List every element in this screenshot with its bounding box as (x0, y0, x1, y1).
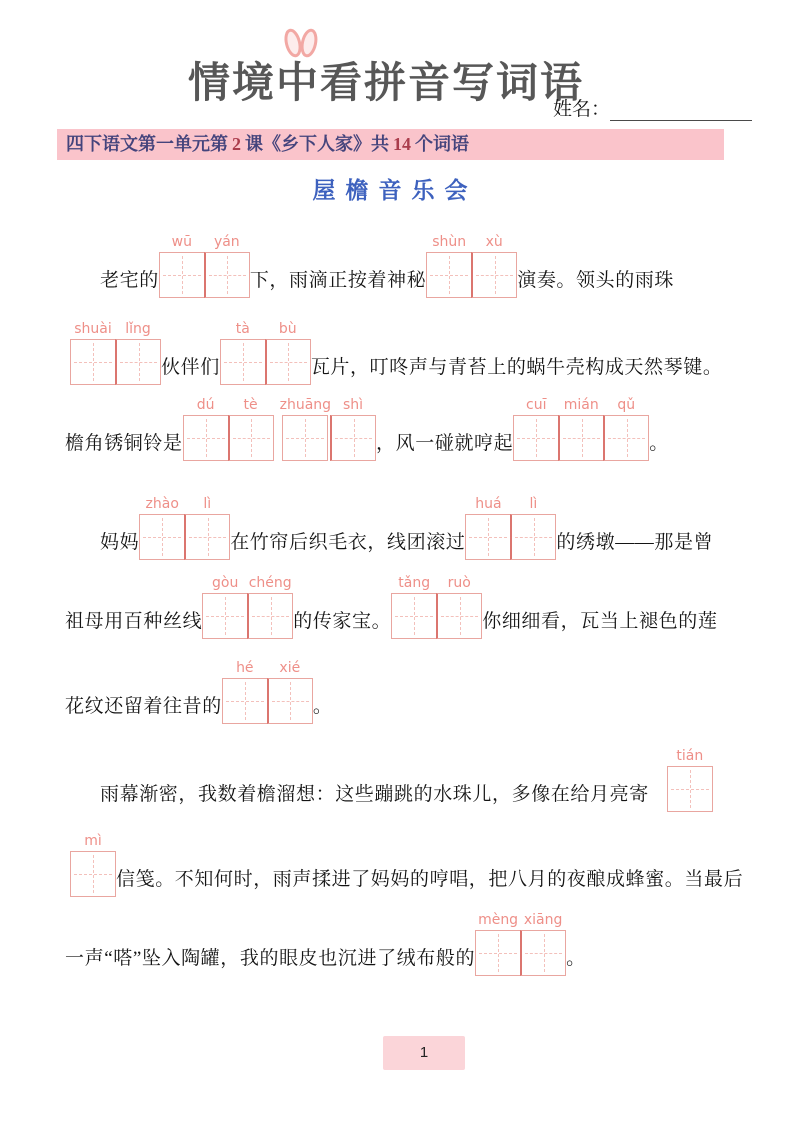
writing-box[interactable] (391, 593, 437, 639)
text-segment: 下，雨滴正按着神秘 (249, 270, 427, 292)
writing-box[interactable] (667, 766, 713, 812)
grid-cell (70, 831, 116, 897)
name-label: 姓名： (553, 99, 611, 120)
grid-cell (520, 910, 566, 976)
grid-cell (183, 395, 229, 461)
unit-text: 个词语 (415, 134, 469, 154)
pinyin-label: zhào (145, 496, 179, 512)
writing-grid-mengxiang (475, 910, 566, 976)
word-count: 14 (393, 134, 411, 154)
pinyin-label: wū (171, 234, 192, 250)
text-segment: 一声“嗒”坠入陶罐，我的眼皮也沉进了绒布般的 (65, 948, 476, 970)
pinyin-label: xié (279, 660, 301, 676)
writing-grid-wuyan (159, 232, 250, 298)
text-line-7 (65, 746, 745, 812)
writing-grid-tian (667, 746, 713, 812)
writing-grid-tabu (220, 319, 311, 385)
grid-cell (184, 494, 230, 560)
writing-box[interactable] (510, 514, 556, 560)
writing-box[interactable] (115, 339, 161, 385)
text-segment: 。 (566, 948, 586, 970)
writing-box[interactable] (139, 514, 185, 560)
pinyin-label: tà (235, 321, 250, 337)
text-line-8 (65, 831, 745, 897)
unit-text: 课《乡下人家》共 (245, 134, 389, 154)
pinyin-label: xù (485, 234, 503, 250)
grid-cell (228, 395, 274, 461)
text-segment: 信笺。不知何时，雨声揉进了妈妈的哼唱，把八月的夜酿成蜂蜜。当最后 (116, 869, 744, 891)
grid-cell (204, 232, 250, 298)
grid-cell (220, 319, 266, 385)
grid-cell (139, 494, 185, 560)
pinyin-label: lì (203, 496, 212, 512)
unit-text: 四下语文第一单元第 (66, 134, 228, 154)
writing-box[interactable] (159, 252, 205, 298)
grid-cell (280, 395, 331, 461)
writing-box[interactable] (475, 930, 521, 976)
text-segment: 伙伴们 (161, 357, 220, 379)
page-title: 屋檐音乐会 (312, 178, 478, 203)
grid-cell (436, 573, 482, 639)
writing-grid-mi (70, 831, 116, 897)
pinyin-label: qǔ (617, 397, 636, 413)
writing-box[interactable] (202, 593, 248, 639)
pinyin-label: ruò (447, 575, 471, 591)
logo-text-bug: 中 (276, 58, 321, 107)
name-input-line[interactable] (610, 100, 752, 121)
writing-box[interactable] (436, 593, 482, 639)
writing-grid-cuimianqu (513, 395, 649, 461)
writing-box[interactable] (70, 339, 116, 385)
pinyin-label: gòu (212, 575, 239, 591)
grid-cell (247, 573, 293, 639)
unit-info-bar (57, 129, 724, 160)
logo-bug-character (276, 50, 320, 110)
pinyin-label: shuài (74, 321, 112, 337)
writing-box[interactable] (330, 415, 376, 461)
grid-cell (330, 395, 376, 461)
writing-box[interactable] (247, 593, 293, 639)
text-segment: 在竹帘后织毛衣，线团滚过 (230, 532, 466, 554)
pinyin-label: chéng (248, 575, 292, 591)
pinyin-label: shùn (432, 234, 467, 250)
writing-box[interactable] (471, 252, 517, 298)
writing-box[interactable] (558, 415, 604, 461)
writing-grid-huali (465, 494, 556, 560)
text-line-4 (65, 494, 745, 560)
writing-box[interactable] (513, 415, 559, 461)
writing-grid-tangruo (391, 573, 482, 639)
text-segment: 瓦片，叮咚声与青苔上的蜗牛壳构成天然琴键。 (310, 357, 723, 379)
writing-grid-goucheng (202, 573, 293, 639)
grid-cell (603, 395, 649, 461)
grid-cell (426, 232, 472, 298)
text-line-9 (65, 910, 745, 976)
page-number-badge: 1 (383, 1036, 465, 1070)
pinyin-label: xiāng (523, 912, 563, 928)
grid-cell (265, 319, 311, 385)
writing-box[interactable] (520, 930, 566, 976)
pinyin-label: tǎng (398, 575, 431, 591)
text-segment: 花纹还留着往昔的 (65, 696, 222, 718)
text-segment: 你细细看，瓦当上褪色的莲 (482, 611, 718, 633)
text-line-5 (65, 573, 745, 639)
pinyin-label: hé (236, 660, 254, 676)
text-segment: 祖母用百种丝线 (65, 611, 203, 633)
writing-box[interactable] (265, 339, 311, 385)
pinyin-label: bù (278, 321, 297, 337)
grid-cell (471, 232, 517, 298)
logo-text-right: 看拼音写词语 (320, 58, 585, 107)
text-line-3 (65, 395, 745, 461)
grid-cell (475, 910, 521, 976)
writing-grid-dute (183, 395, 274, 461)
pinyin-label: tián (676, 748, 704, 764)
logo-text-left: 情境 (188, 58, 277, 107)
writing-box[interactable] (183, 415, 229, 461)
pinyin-label: lǐng (125, 321, 151, 337)
text-segment: 。 (312, 696, 333, 718)
writing-box[interactable] (222, 678, 268, 724)
pinyin-label: tè (243, 397, 258, 413)
pinyin-label: cuī (526, 397, 547, 413)
text-segment: 的传家宝。 (293, 611, 392, 633)
writing-box[interactable] (426, 252, 472, 298)
grid-cell (667, 746, 713, 812)
writing-box[interactable] (465, 514, 511, 560)
text-line-1 (65, 232, 745, 298)
grid-cell (159, 232, 205, 298)
pinyin-label: mián (563, 397, 599, 413)
text-line-2 (65, 319, 745, 385)
grid-cell (558, 395, 604, 461)
pinyin-label: mì (84, 833, 102, 849)
grid-cell (513, 395, 559, 461)
name-field (553, 94, 752, 121)
grid-cell (115, 319, 161, 385)
writing-box[interactable] (228, 415, 274, 461)
writing-grid-hexie (222, 658, 313, 724)
grid-cell (202, 573, 248, 639)
writing-box[interactable] (282, 415, 328, 461)
grid-cell (465, 494, 511, 560)
writing-box[interactable] (220, 339, 266, 385)
writing-grid-shuailing (70, 319, 161, 385)
writing-grid-shunxu (426, 232, 517, 298)
writing-grid-zhuangshi (280, 395, 376, 461)
grid-cell (391, 573, 437, 639)
text-segment: 檐角锈铜铃是 (65, 433, 183, 455)
writing-grid-zhaoli (139, 494, 230, 560)
grid-cell (510, 494, 556, 560)
pinyin-label: shì (343, 397, 364, 413)
text-line-6 (65, 658, 745, 724)
text-segment: ，风一碰就哼起 (376, 433, 514, 455)
lesson-number: 2 (232, 134, 241, 154)
bunny-ears-icon (280, 28, 322, 58)
logo (188, 50, 584, 110)
writing-box[interactable] (603, 415, 649, 461)
text-segment: 的绣墩——那是曾 (556, 532, 714, 554)
text-segment: 。 (649, 433, 669, 455)
grid-cell (222, 658, 268, 724)
pinyin-label: huá (475, 496, 502, 512)
grid-cell (267, 658, 313, 724)
grid-cell (70, 319, 116, 385)
pinyin-label: dú (196, 397, 215, 413)
pinyin-label: lì (529, 496, 538, 512)
text-segment: 演奏。领头的雨珠 (517, 270, 675, 292)
pinyin-label: mèng (478, 912, 519, 928)
writing-box[interactable] (70, 851, 116, 897)
pinyin-label: yán (213, 234, 240, 250)
writing-box[interactable] (204, 252, 250, 298)
writing-box[interactable] (184, 514, 230, 560)
pinyin-label: zhuāng (279, 397, 332, 413)
text-segment: 妈妈 (100, 532, 140, 554)
writing-box[interactable] (267, 678, 313, 724)
text-segment: 老宅的 (100, 270, 159, 292)
text-segment: 雨幕渐密，我数着檐溜想：这些蹦跳的水珠儿，多像在给月亮寄 (100, 784, 649, 806)
